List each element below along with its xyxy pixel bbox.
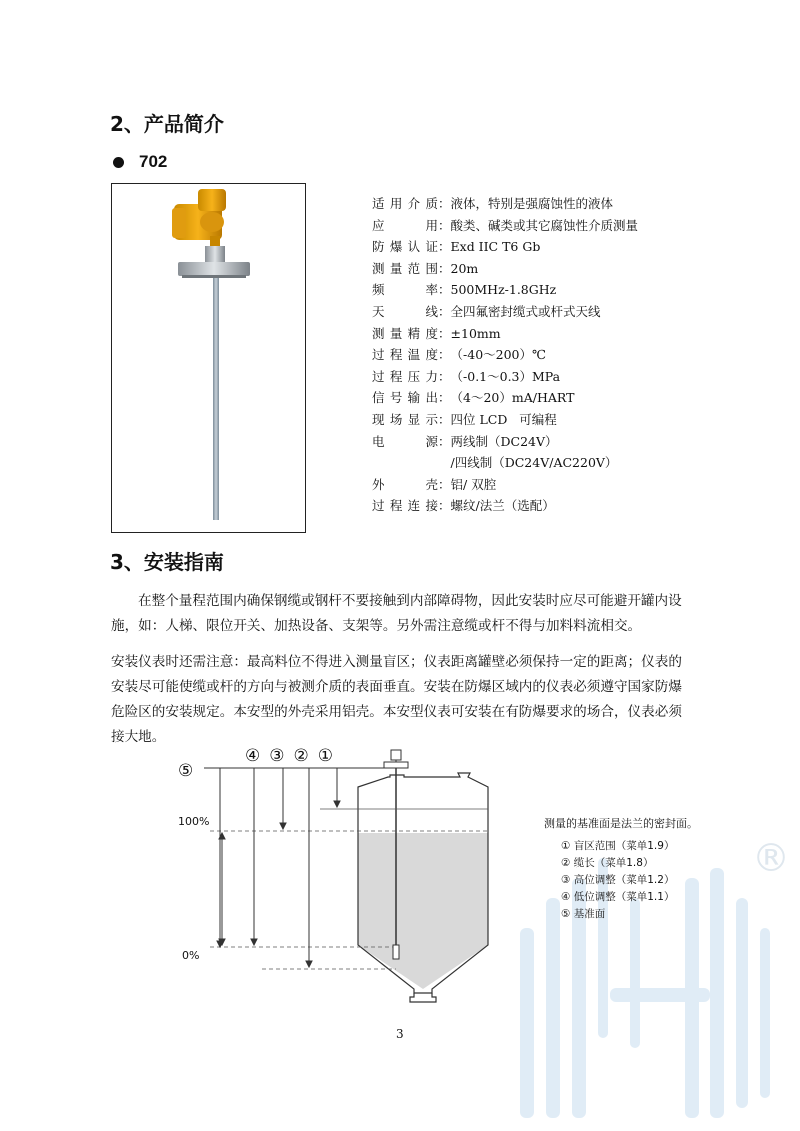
section-3-title: 3、安装指南 (110, 550, 224, 574)
spec-key: 频率 (372, 282, 438, 298)
installation-diagram (170, 745, 530, 1010)
spec-value: 酸类、碱类或其它腐蚀性介质测量 (450, 217, 639, 233)
spec-colon: ： (438, 303, 451, 319)
legend-item-cable-length: ② 缆长（菜单1.8） (561, 857, 654, 869)
spec-colon: ： (438, 217, 451, 233)
spec-row-housing (372, 474, 638, 496)
spec-row-antenna (372, 301, 638, 323)
spec-key: 应用 (372, 217, 438, 233)
spec-row-output (372, 387, 638, 409)
level-100-label: 100% (178, 815, 210, 828)
spec-key: 过程压力 (372, 368, 438, 384)
paragraph-1: 在整个量程范围内确保钢缆或钢杆不要接触到内部障碍物，因此安装时应尽可能避开罐内设施，如：人梯、限位开关、加热设备、支架等。另外需注意缆或杆不得与加料料流相交。 (111, 593, 682, 634)
spec-row-frequency (372, 279, 638, 301)
legend-item-low-adjust: ④ 低位调整（菜单1.1） (561, 891, 675, 903)
spec-list (372, 193, 638, 517)
product-model: 702 (139, 152, 168, 171)
spec-colon: ： (438, 368, 451, 384)
spec-value: （-0.1～0.3）MPa (450, 368, 561, 384)
spec-key: 电源 (372, 433, 438, 449)
paragraph-2: 安装仪表时还需注意：最高料位不得进入测量盲区；仪表距离罐壁必须保持一定的距离；仪表的安装尽可能使缆或杆的方向与被测介质的表面垂直。安装在防爆区域内的仪表必须遵守国家防爆危险区的安装规定。本安型的外壳采用铝壳。本安型仪表可安装在有防爆要求的场合，仪表必须接大地。 (111, 654, 682, 745)
spec-key: 测量精度 (372, 325, 438, 341)
marker-1: ① (317, 746, 342, 766)
bullet-dot (113, 157, 124, 168)
spec-row-pressure (372, 366, 638, 388)
spec-row-connection (372, 495, 638, 517)
spec-row-power (372, 431, 638, 453)
spec-value: 四位 LCD 可编程 (450, 411, 557, 427)
spec-value: （-40～200）℃ (450, 347, 546, 363)
spec-value: 20m (450, 260, 479, 276)
spec-key: 过程温度 (372, 347, 438, 363)
spec-colon: ： (438, 260, 451, 276)
level-0-label: 0% (182, 949, 200, 962)
spec-key: 防爆认证 (372, 239, 438, 255)
spec-row-medium (372, 193, 638, 215)
spec-key: 天线 (372, 303, 438, 319)
spec-key: 适用介质 (372, 196, 438, 211)
page-number: 3 (396, 1027, 404, 1041)
spec-value: ±10mm (450, 325, 501, 341)
spec-key: 信号输出 (372, 390, 438, 406)
product-photo (111, 183, 306, 533)
section-2-title: 2、产品简介 (110, 112, 224, 136)
spec-value: 螺纹/法兰（选配） (450, 498, 555, 514)
tank-outlet (410, 993, 436, 1002)
liquid-fill (358, 833, 488, 989)
spec-row-temperature (372, 344, 638, 366)
spec-row-accuracy (372, 323, 638, 345)
marker-4: ④ (245, 746, 270, 766)
spec-colon: ： (438, 476, 451, 492)
spec-row-explosion-proof (372, 236, 638, 258)
radar-level-gauge-image (112, 184, 305, 532)
spec-colon: ： (438, 282, 451, 298)
gauge-flange (384, 762, 408, 768)
spec-value: 铝/ 双腔 (450, 476, 497, 492)
spec-value: /四线制（DC24V/AC220V） (450, 455, 618, 471)
spec-key: 测量范围 (372, 260, 438, 276)
diagram-legend (561, 838, 674, 923)
legend-item-reference: ⑤ 基准面 (561, 908, 606, 920)
diagram-markers (245, 746, 342, 766)
spec-colon: ： (438, 325, 451, 341)
spec-indent (438, 452, 451, 474)
probe-weight (393, 945, 399, 959)
spec-value: 两线制（DC24V） (450, 433, 558, 449)
spec-value: Exd IIC T6 Gb (450, 239, 541, 255)
spec-value: 全四氟密封缆式或杆式天线 (450, 303, 601, 319)
spec-value: 500MHz-1.8GHz (450, 282, 557, 298)
spec-key: 过程连接 (372, 498, 438, 514)
registered-mark: ® (752, 836, 790, 880)
marker-5: ⑤ (178, 761, 194, 781)
legend-item-high-adjust: ③ 高位调整（菜单1.2） (561, 874, 675, 886)
spec-colon: ： (438, 433, 451, 449)
install-guide-text (111, 589, 694, 750)
marker-2: ② (293, 746, 318, 766)
spec-colon: ： (438, 196, 451, 211)
legend-item-dead-zone: ① 盲区范围（菜单1.9） (561, 840, 675, 852)
spec-colon: ： (438, 239, 451, 255)
spec-key: 现场显示 (372, 411, 438, 427)
spec-value: （4～20）mA/HART (450, 390, 575, 406)
spec-colon: ： (438, 390, 451, 406)
spec-key: 外壳 (372, 476, 438, 492)
spec-key-blank (372, 452, 438, 474)
marker-3: ③ (269, 746, 294, 766)
spec-colon: ： (438, 411, 451, 427)
gauge-head (391, 750, 401, 760)
reference-note: 测量的基准面是法兰的密封面。 (544, 817, 698, 830)
spec-colon: ： (438, 347, 451, 363)
spec-row-display (372, 409, 638, 431)
spec-colon: ： (438, 498, 451, 514)
spec-row-application (372, 215, 638, 237)
spec-row-range (372, 258, 638, 280)
spec-value: 液体，特别是强腐蚀性的液体 (450, 196, 614, 211)
spec-row-power-cont (372, 452, 638, 474)
